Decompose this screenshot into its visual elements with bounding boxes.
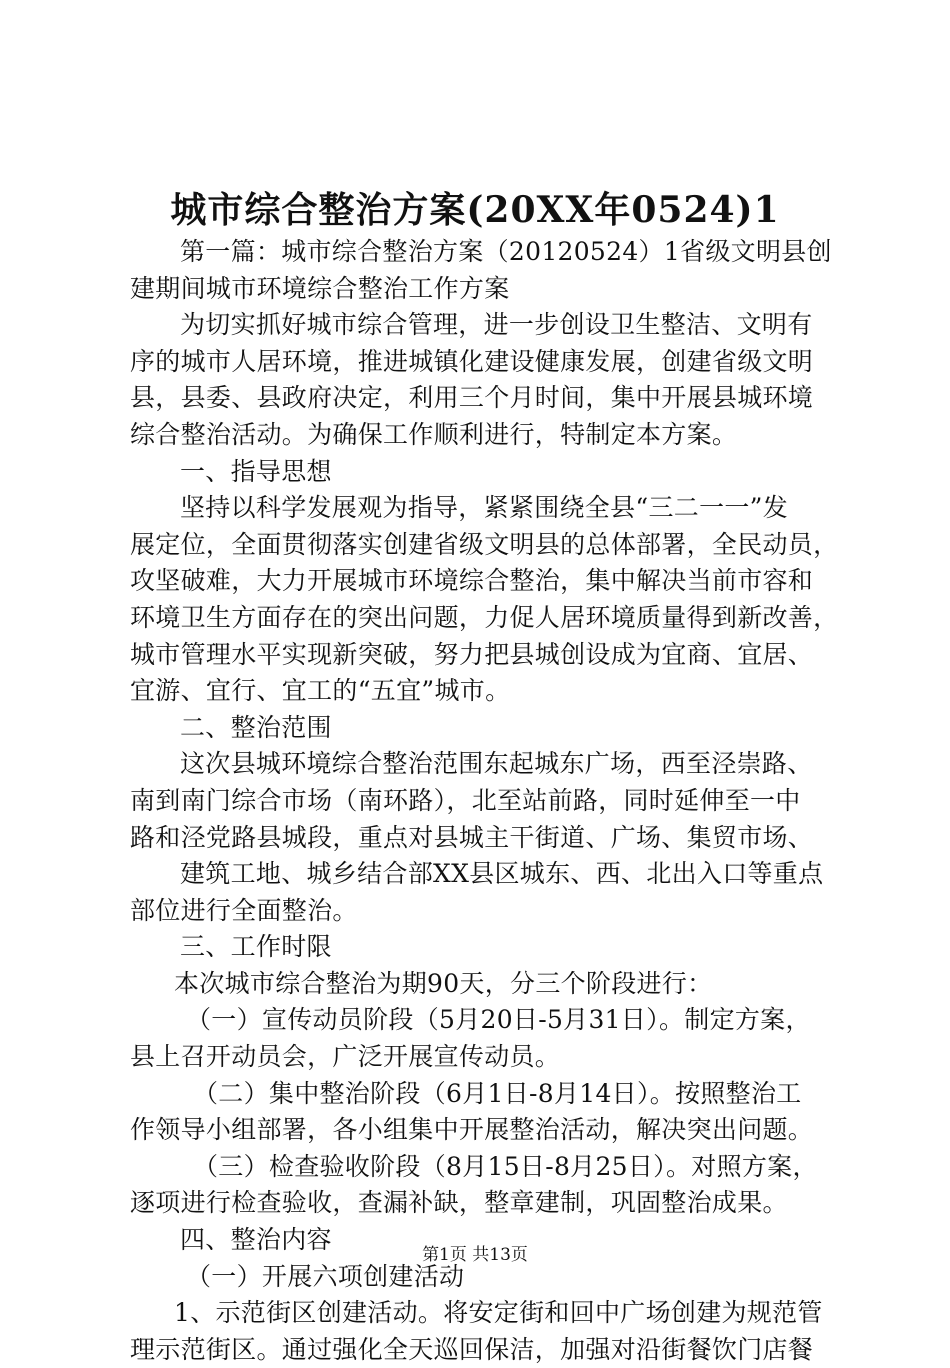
text-line: 坚持以科学发展观为指导，紧紧围绕全县“三二一一”发 <box>180 493 789 523</box>
document-title: 城市综合整治方案(20XX年0524)1 <box>170 189 780 231</box>
text-line: 逐项进行检查验收，查漏补缺，整章建制，巩固整治成果。 <box>130 1188 788 1218</box>
document-body <box>130 234 842 1368</box>
section-heading: 四、整治内容 <box>180 1225 332 1255</box>
text-line: 作领导小组部署，各小组集中开展整治活动，解决突出问题。 <box>130 1115 814 1145</box>
text-line: 这次县城环境综合整治范围东起城东广场，西至泾崇路、 <box>180 749 813 779</box>
text-line: 宜游、宜行、宜工的“五宜”城市。 <box>130 676 511 706</box>
text-line: 本次城市综合整治为期90天，分三个阶段进行： <box>174 968 713 998</box>
text-line: 部位进行全面整治。 <box>130 895 358 925</box>
text-line: 路和泾党路县城段，重点对县城主干街道、广场、集贸市场、 <box>130 822 814 852</box>
text-line: 综合整治活动。为确保工作顺利进行，特制定本方案。 <box>130 419 738 449</box>
text-line: 理示范街区。通过强化全天巡回保洁，加强对沿街餐饮门店餐 <box>130 1334 814 1364</box>
section-heading: 二、整治范围 <box>180 712 332 742</box>
text-line: 序的城市人居环境，推进城镇化建设健康发展，创建省级文明 <box>130 346 814 376</box>
text-line: 县，县委、县政府决定，利用三个月时间，集中开展县城环境 <box>130 383 814 413</box>
subsection-heading: （一）开展六项创建活动 <box>186 1261 465 1291</box>
section-heading: 一、指导思想 <box>180 456 332 486</box>
text-line: 环境卫生方面存在的突出问题，力促人居环境质量得到新改善， <box>130 602 839 632</box>
text-line: 展定位，全面贯彻落实创建省级文明县的总体部署，全民动员， <box>130 529 839 559</box>
text-line: （二）集中整治阶段（6月1日-8月14日）。按照整治工 <box>193 1078 802 1108</box>
text-line: 城市管理水平实现新突破，努力把县城创设成为宜商、宜居、 <box>130 639 814 669</box>
text-line: 南到南门综合市场（南环路），北至站前路，同时延伸至一中 <box>130 785 801 815</box>
text-line: （三）检查验收阶段（8月15日-8月25日）。对照方案， <box>193 1151 818 1181</box>
page-number-footer: 第1页 共13页 <box>422 1245 528 1265</box>
text-line: 攻坚破难，大力开展城市环境综合整治，集中解决当前市容和 <box>130 566 814 596</box>
text-line: 为切实抓好城市综合管理，进一步创设卫生整洁、文明有 <box>180 310 813 340</box>
text-line: 1、示范街区创建活动。将安定街和回中广场创建为规范管 <box>174 1298 823 1328</box>
text-line: （一）宣传动员阶段（5月20日-5月31日）。制定方案， <box>186 1005 811 1035</box>
text-line: 建期间城市环境综合整治工作方案 <box>130 273 510 303</box>
text-line: 县上召开动员会，广泛开展宣传动员。 <box>130 1042 561 1072</box>
section-heading: 三、工作时限 <box>180 932 332 962</box>
text-line: 第一篇：城市综合整治方案（20120524）1省级文明县创 <box>180 237 832 266</box>
text-line: 建筑工地、城乡结合部XX县区城东、西、北出入口等重点 <box>180 859 824 889</box>
